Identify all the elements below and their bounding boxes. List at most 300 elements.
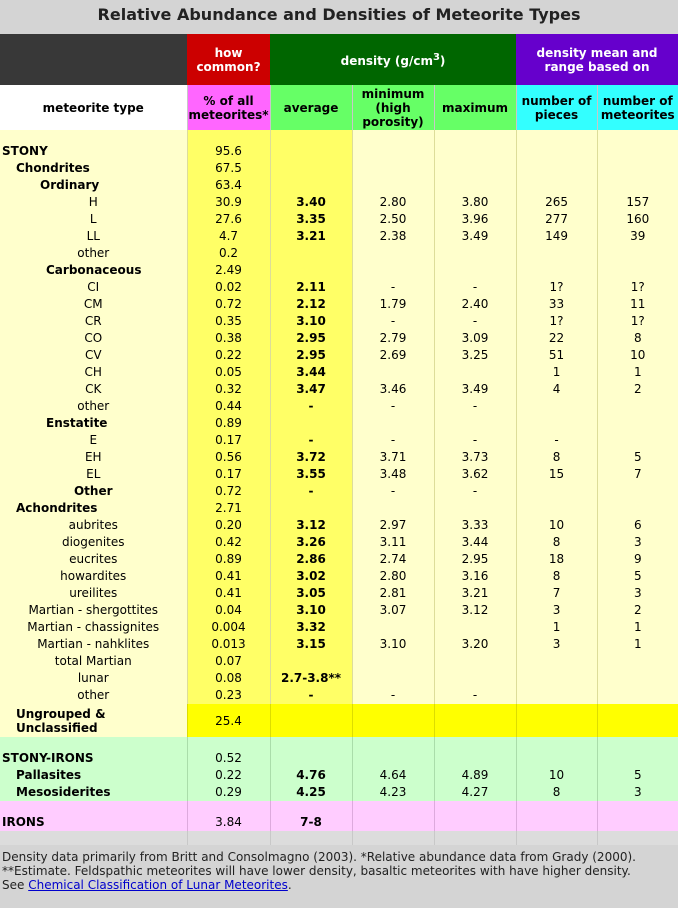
empty-cell: [270, 831, 352, 845]
pct-cell: 0.07: [187, 653, 270, 670]
meteorites-cell: [597, 160, 678, 177]
meteorites-cell: [597, 432, 678, 449]
pct-cell: 0.44: [187, 398, 270, 415]
spacer-cell: [270, 801, 352, 814]
average-cell: 3.10: [270, 602, 352, 619]
pct-cell: 0.17: [187, 432, 270, 449]
empty-cell: [516, 831, 597, 845]
table-row: [0, 364, 678, 381]
meteorites-cell: 160: [597, 211, 678, 228]
minimum-cell: -: [352, 398, 434, 415]
spacer-cell: [187, 130, 270, 143]
table-row: [0, 619, 678, 636]
minimum-cell: [352, 245, 434, 262]
minimum-cell: [352, 160, 434, 177]
pct-cell: 0.08: [187, 670, 270, 687]
meteorites-cell: 3: [597, 784, 678, 801]
maximum-cell: 3.33: [434, 517, 516, 534]
average-cell: 3.72: [270, 449, 352, 466]
minimum-cell: 2.81: [352, 585, 434, 602]
pct-cell: 0.20: [187, 517, 270, 534]
minimum-cell: [352, 500, 434, 517]
footer-line-2: **Estimate. Feldspathic meteorites will have lower density, basaltic meteorites with have higher density.: [2, 864, 631, 878]
table-row: [0, 466, 678, 483]
type-name-cell: CI: [0, 279, 187, 296]
spacer-cell: [0, 801, 187, 814]
table-row: [0, 415, 678, 432]
meteorites-cell: [597, 653, 678, 670]
meteorites-cell: [597, 262, 678, 279]
average-cell: -: [270, 398, 352, 415]
table-row: [0, 143, 678, 160]
pieces-cell: [516, 160, 597, 177]
minimum-cell: -: [352, 313, 434, 330]
average-cell: 3.12: [270, 517, 352, 534]
pieces-cell: 8: [516, 784, 597, 801]
table-row: [0, 750, 678, 767]
mean-range-header: density mean and range based on: [516, 34, 678, 85]
average-cell: 3.35: [270, 211, 352, 228]
type-name-cell: Enstatite: [0, 415, 187, 432]
table-row: [0, 500, 678, 517]
maximum-cell: 3.96: [434, 211, 516, 228]
meteorites-cell: [597, 750, 678, 767]
average-cell: [270, 500, 352, 517]
average-cell: [270, 177, 352, 194]
meteorites-cell: [597, 670, 678, 687]
empty-cell: [352, 831, 434, 845]
maximum-cell: -: [434, 398, 516, 415]
pieces-cell: 33: [516, 296, 597, 313]
meteorites-cell: 39: [597, 228, 678, 245]
header-corner: [0, 34, 187, 85]
minimum-cell: 3.46: [352, 381, 434, 398]
maximum-cell: 3.25: [434, 347, 516, 364]
average-cell: -: [270, 432, 352, 449]
average-cell: [270, 262, 352, 279]
minimum-cell: [352, 143, 434, 160]
type-name-cell: STONY: [0, 143, 187, 160]
maximum-cell: [434, 160, 516, 177]
empty-cell: [597, 704, 678, 737]
pieces-cell: 1: [516, 364, 597, 381]
table-row: [0, 517, 678, 534]
pct-cell: 0.72: [187, 296, 270, 313]
pieces-cell: [516, 245, 597, 262]
maximum-cell: [434, 670, 516, 687]
average-cell: 3.47: [270, 381, 352, 398]
type-name-cell: CO: [0, 330, 187, 347]
minimum-cell: 1.79: [352, 296, 434, 313]
pct-cell: 0.29: [187, 784, 270, 801]
maximum-cell: [434, 177, 516, 194]
minimum-cell: 3.48: [352, 466, 434, 483]
meteorites-cell: [597, 483, 678, 500]
pct-cell: 0.2: [187, 245, 270, 262]
pct-cell: 0.05: [187, 364, 270, 381]
meteorites-cell: 8: [597, 330, 678, 347]
pct-cell: 27.6: [187, 211, 270, 228]
pieces-cell: [516, 483, 597, 500]
table-row: [0, 670, 678, 687]
maximum-cell: 4.27: [434, 784, 516, 801]
footer-line-3: [2, 878, 676, 892]
table-row: [0, 279, 678, 296]
minimum-cell: -: [352, 432, 434, 449]
spacer-row: [0, 801, 678, 814]
type-name-cell: diogenites: [0, 534, 187, 551]
meteorites-cell: [597, 398, 678, 415]
average-cell: 3.05: [270, 585, 352, 602]
type-name-cell: Martian - nahklites: [0, 636, 187, 653]
spacer-cell: [516, 737, 597, 750]
pieces-cell: 18: [516, 551, 597, 568]
table-row: [0, 602, 678, 619]
empty-cell: [597, 814, 678, 831]
density-header-label: density (g/cm: [340, 53, 433, 68]
table-row: [0, 483, 678, 500]
type-name-cell: Achondrites: [0, 500, 187, 517]
pct-cell: 0.41: [187, 585, 270, 602]
pct-cell: 0.013: [187, 636, 270, 653]
col-pieces: number of pieces: [516, 85, 597, 130]
lunar-classification-link[interactable]: Chemical Classification of Lunar Meteorites: [28, 878, 288, 892]
header-row-columns: [0, 85, 678, 130]
type-name-cell: ureilites: [0, 585, 187, 602]
table-row: [0, 551, 678, 568]
meteorites-cell: 1: [597, 636, 678, 653]
minimum-cell: 4.23: [352, 784, 434, 801]
meteorites-cell: 5: [597, 449, 678, 466]
pieces-cell: 1: [516, 619, 597, 636]
spacer-cell: [597, 130, 678, 143]
density-header-close: ): [439, 53, 446, 68]
average-cell: 2.11: [270, 279, 352, 296]
spacer-cell: [516, 801, 597, 814]
maximum-cell: [434, 415, 516, 432]
pct-cell: 0.04: [187, 602, 270, 619]
maximum-cell: 2.40: [434, 296, 516, 313]
type-name-cell: Other: [0, 483, 187, 500]
average-cell: [270, 143, 352, 160]
maximum-cell: 3.09: [434, 330, 516, 347]
maximum-cell: 3.49: [434, 228, 516, 245]
pct-cell: 0.22: [187, 347, 270, 364]
spacer-row: [0, 737, 678, 750]
pct-cell: 0.52: [187, 750, 270, 767]
type-name-cell: L: [0, 211, 187, 228]
meteorites-cell: [597, 143, 678, 160]
meteorites-cell: 1?: [597, 279, 678, 296]
maximum-cell: 3.16: [434, 568, 516, 585]
pieces-cell: 10: [516, 517, 597, 534]
meteorites-cell: [597, 177, 678, 194]
spacer-cell: [597, 801, 678, 814]
average-cell: 3.32: [270, 619, 352, 636]
minimum-cell: [352, 670, 434, 687]
spacer-cell: [434, 130, 516, 143]
average-cell: 3.55: [270, 466, 352, 483]
spacer-cell: [352, 801, 434, 814]
maximum-cell: -: [434, 279, 516, 296]
minimum-cell: [352, 750, 434, 767]
average-cell: [270, 653, 352, 670]
pieces-cell: 3: [516, 602, 597, 619]
average-cell: [270, 415, 352, 432]
density-header: [270, 34, 516, 85]
col-minimum: minimum (high porosity): [352, 85, 434, 130]
type-name-cell: other: [0, 687, 187, 704]
meteorites-cell: 3: [597, 585, 678, 602]
spacer-row: [0, 130, 678, 143]
pieces-cell: 1?: [516, 279, 597, 296]
meteorites-cell: 5: [597, 767, 678, 784]
empty-cell: [187, 831, 270, 845]
pieces-cell: 1?: [516, 313, 597, 330]
type-name-cell: CK: [0, 381, 187, 398]
minimum-cell: 2.80: [352, 194, 434, 211]
minimum-cell: 2.74: [352, 551, 434, 568]
footer-line-1: Density data primarily from Britt and Consolmagno (2003). *Relative abundance data from Grady (2000).: [2, 850, 636, 864]
meteorites-cell: [597, 245, 678, 262]
meteorites-cell: [597, 687, 678, 704]
minimum-cell: 2.80: [352, 568, 434, 585]
maximum-cell: 4.89: [434, 767, 516, 784]
type-name-cell: lunar: [0, 670, 187, 687]
table-bottom-strip: [0, 831, 678, 845]
empty-cell: [352, 814, 434, 831]
type-name-cell: total Martian: [0, 653, 187, 670]
spacer-cell: [270, 130, 352, 143]
meteorites-cell: 6: [597, 517, 678, 534]
spacer-cell: [187, 801, 270, 814]
minimum-cell: -: [352, 279, 434, 296]
spacer-cell: [434, 801, 516, 814]
maximum-cell: [434, 143, 516, 160]
type-name-cell: eucrites: [0, 551, 187, 568]
average-cell: 3.26: [270, 534, 352, 551]
table-row: [0, 296, 678, 313]
maximum-cell: 3.80: [434, 194, 516, 211]
minimum-cell: [352, 653, 434, 670]
average-cell: [270, 750, 352, 767]
empty-cell: [434, 814, 516, 831]
minimum-cell: 2.69: [352, 347, 434, 364]
irons-row: [0, 814, 678, 831]
meteorites-cell: 10: [597, 347, 678, 364]
pieces-cell: 8: [516, 534, 597, 551]
pct-cell: 0.32: [187, 381, 270, 398]
pct-cell: 63.4: [187, 177, 270, 194]
pieces-cell: [516, 670, 597, 687]
meteorites-cell: 1: [597, 619, 678, 636]
table-row: [0, 432, 678, 449]
pieces-cell: 3: [516, 636, 597, 653]
type-name-cell: aubrites: [0, 517, 187, 534]
spacer-cell: [516, 130, 597, 143]
pieces-cell: [516, 653, 597, 670]
minimum-cell: [352, 619, 434, 636]
footer-end: .: [287, 878, 292, 892]
empty-cell: [516, 814, 597, 831]
type-name-cell: other: [0, 245, 187, 262]
pieces-cell: 22: [516, 330, 597, 347]
table-row: [0, 194, 678, 211]
type-name-cell: howardites: [0, 568, 187, 585]
maximum-cell: 3.62: [434, 466, 516, 483]
maximum-cell: 3.44: [434, 534, 516, 551]
pct-cell: 2.71: [187, 500, 270, 517]
empty-cell: [434, 831, 516, 845]
pct-cell: 67.5: [187, 160, 270, 177]
maximum-cell: 3.20: [434, 636, 516, 653]
pieces-cell: 10: [516, 767, 597, 784]
pieces-cell: 8: [516, 449, 597, 466]
meteorites-cell: 2: [597, 602, 678, 619]
type-name-cell: CR: [0, 313, 187, 330]
meteorites-cell: 5: [597, 568, 678, 585]
table-row: [0, 228, 678, 245]
average-cell: 3.44: [270, 364, 352, 381]
type-name-cell: E: [0, 432, 187, 449]
pct-cell: 4.7: [187, 228, 270, 245]
type-name-cell: CH: [0, 364, 187, 381]
pieces-cell: [516, 143, 597, 160]
meteorites-cell: 9: [597, 551, 678, 568]
header-row-top: [0, 34, 678, 85]
maximum-cell: [434, 364, 516, 381]
type-name-cell: Ordinary: [0, 177, 187, 194]
ungrouped-row: [0, 704, 678, 737]
table-row: [0, 381, 678, 398]
table-row: [0, 330, 678, 347]
type-name-cell: other: [0, 398, 187, 415]
table-row: [0, 585, 678, 602]
maximum-cell: [434, 500, 516, 517]
pieces-cell: 7: [516, 585, 597, 602]
col-meteorites: number of meteorites: [597, 85, 678, 130]
table-row: [0, 313, 678, 330]
pct-cell: 0.23: [187, 687, 270, 704]
maximum-cell: [434, 245, 516, 262]
empty-cell: [516, 704, 597, 737]
table-row: [0, 177, 678, 194]
pct-cell: 0.42: [187, 534, 270, 551]
spacer-cell: [0, 737, 187, 750]
pieces-cell: -: [516, 432, 597, 449]
spacer-cell: [270, 737, 352, 750]
meteorites-cell: [597, 415, 678, 432]
table-row: [0, 160, 678, 177]
average-cell: [270, 245, 352, 262]
average-cell: 3.15: [270, 636, 352, 653]
minimum-cell: 2.97: [352, 517, 434, 534]
type-name-cell: Carbonaceous: [0, 262, 187, 279]
pieces-cell: 8: [516, 568, 597, 585]
type-name-cell: Ungrouped & Unclassified: [0, 704, 187, 737]
pct-cell: 0.89: [187, 551, 270, 568]
maximum-cell: -: [434, 687, 516, 704]
table-row: [0, 449, 678, 466]
empty-cell: [0, 831, 187, 845]
type-name-cell: IRONS: [0, 814, 187, 831]
pieces-cell: 149: [516, 228, 597, 245]
pct-cell: 0.004: [187, 619, 270, 636]
pct-cell: 0.22: [187, 767, 270, 784]
table-row: [0, 534, 678, 551]
type-name-cell: LL: [0, 228, 187, 245]
pieces-cell: 4: [516, 381, 597, 398]
pieces-cell: [516, 750, 597, 767]
average-cell: 4.25: [270, 784, 352, 801]
table-row: [0, 568, 678, 585]
pieces-cell: 277: [516, 211, 597, 228]
pieces-cell: [516, 398, 597, 415]
pct-cell: 0.35: [187, 313, 270, 330]
page-title: Relative Abundance and Densities of Meteorite Types: [0, 0, 678, 34]
table-row: [0, 398, 678, 415]
pct-cell: 0.56: [187, 449, 270, 466]
minimum-cell: 3.71: [352, 449, 434, 466]
pieces-cell: [516, 500, 597, 517]
pct-cell: 0.38: [187, 330, 270, 347]
pct-cell: 25.4: [187, 704, 270, 737]
spacer-cell: [352, 130, 434, 143]
spacer-cell: [597, 737, 678, 750]
type-name-cell: Chondrites: [0, 160, 187, 177]
type-name-cell: Pallasites: [0, 767, 187, 784]
spacer-cell: [0, 130, 187, 143]
pieces-cell: 265: [516, 194, 597, 211]
average-cell: 2.12: [270, 296, 352, 313]
pieces-cell: 51: [516, 347, 597, 364]
pieces-cell: [516, 177, 597, 194]
type-name-cell: CM: [0, 296, 187, 313]
maximum-cell: [434, 653, 516, 670]
meteorites-cell: 7: [597, 466, 678, 483]
average-cell: 2.95: [270, 347, 352, 364]
average-cell: 3.21: [270, 228, 352, 245]
pct-cell: 95.6: [187, 143, 270, 160]
table-row: [0, 347, 678, 364]
table-row: [0, 784, 678, 801]
minimum-cell: 2.38: [352, 228, 434, 245]
pct-cell: 2.49: [187, 262, 270, 279]
maximum-cell: 3.73: [434, 449, 516, 466]
how-common-header: how common?: [187, 34, 270, 85]
meteorites-cell: 157: [597, 194, 678, 211]
meteorites-cell: 3: [597, 534, 678, 551]
maximum-cell: [434, 262, 516, 279]
meteorites-cell: [597, 500, 678, 517]
average-cell: 4.76: [270, 767, 352, 784]
meteorites-cell: 1: [597, 364, 678, 381]
type-name-cell: STONY-IRONS: [0, 750, 187, 767]
pct-cell: 3.84: [187, 814, 270, 831]
type-name-cell: H: [0, 194, 187, 211]
pct-cell: 0.41: [187, 568, 270, 585]
maximum-cell: -: [434, 483, 516, 500]
average-cell: 7-8: [270, 814, 352, 831]
average-cell: 2.7-3.8**: [270, 670, 352, 687]
minimum-cell: 3.07: [352, 602, 434, 619]
maximum-cell: 3.12: [434, 602, 516, 619]
table-row: [0, 767, 678, 784]
meteorites-cell: 2: [597, 381, 678, 398]
table-row: [0, 687, 678, 704]
type-name-cell: Martian - shergottites: [0, 602, 187, 619]
table-row: [0, 262, 678, 279]
